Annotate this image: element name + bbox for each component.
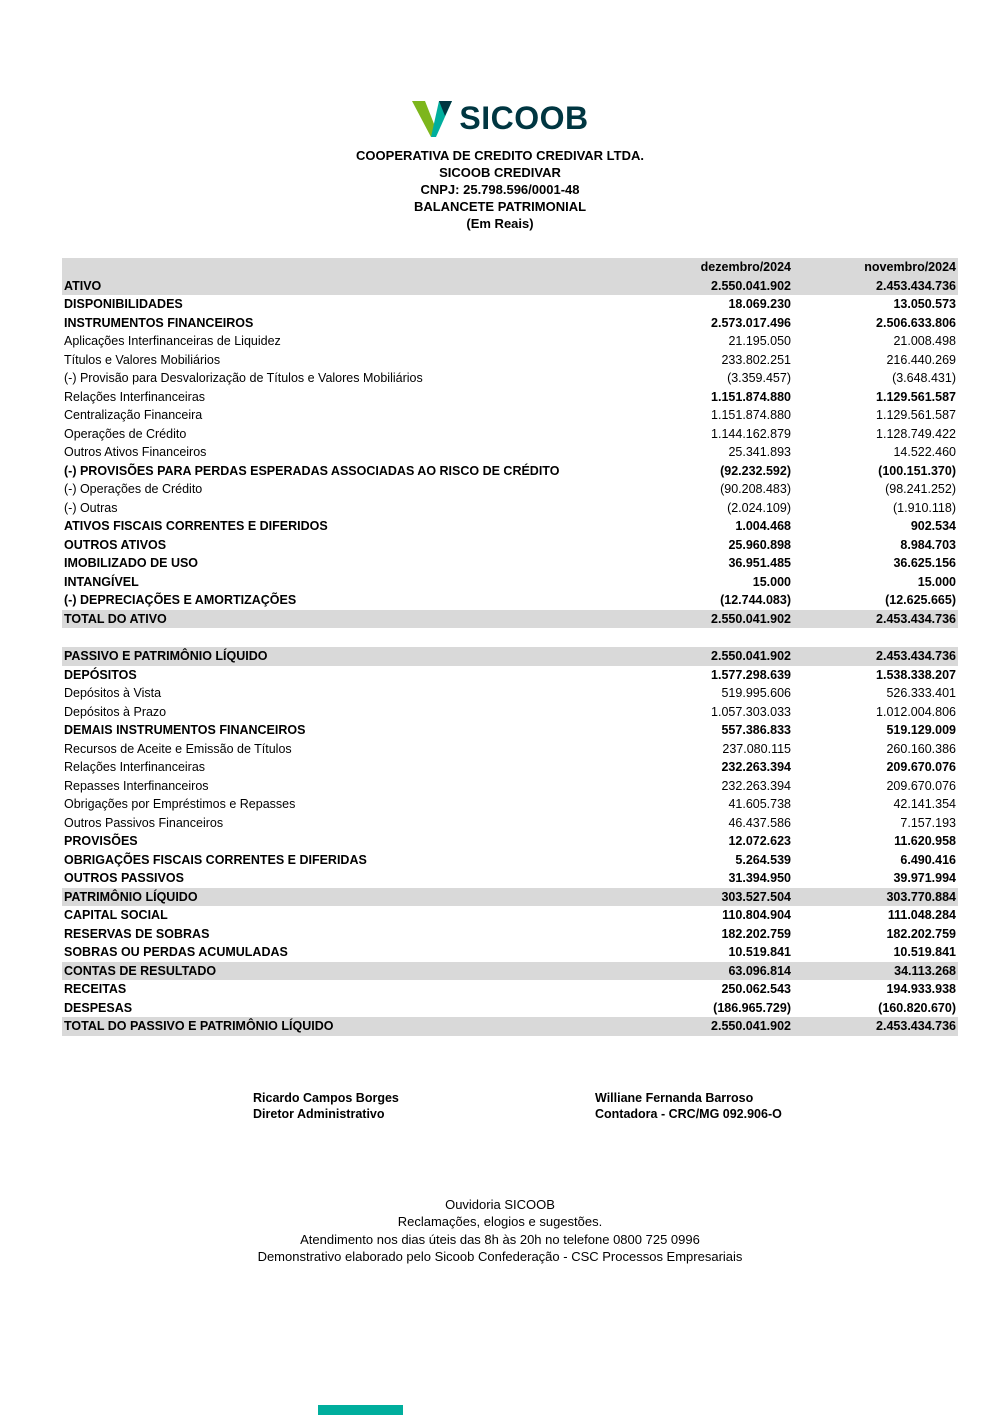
- value-dezembro: 2.550.041.902: [711, 278, 791, 293]
- value-dezembro: 303.527.504: [721, 889, 791, 904]
- table-row: [62, 888, 958, 907]
- signer-name: Williane Fernanda Barroso: [595, 1090, 754, 1105]
- value-dezembro: 10.519.841: [728, 945, 791, 959]
- row-label: Depósitos à Vista: [64, 686, 162, 700]
- value-dezembro: 557.386.833: [721, 723, 791, 737]
- table-row: [62, 425, 958, 444]
- table-row: [62, 1017, 958, 1036]
- column-header-empty: [62, 258, 628, 277]
- row-label: Recursos de Aceite e Emissão de Títulos: [64, 741, 292, 756]
- value-dezembro: 1.151.874.880: [711, 389, 791, 404]
- row-label: TOTAL DO PASSIVO E PATRIMÔNIO LÍQUIDO: [64, 1019, 334, 1033]
- value-dezembro: 21.195.050: [728, 334, 791, 348]
- sicoob-logo-icon: [411, 101, 453, 137]
- value-dezembro: (90.208.483): [720, 482, 791, 496]
- value-novembro: 21.008.498: [893, 334, 956, 348]
- value-dezembro: (12.744.083): [720, 593, 791, 607]
- row-label: CONTAS DE RESULTADO: [64, 963, 217, 978]
- table-row: [62, 777, 958, 796]
- row-label: DISPONIBILIDADES: [64, 297, 183, 311]
- row-label: (-) Provisão para Desvalorização de Títulos e Valores Mobiliários: [64, 371, 423, 385]
- table-row: [62, 869, 958, 888]
- row-label: TOTAL DO ATIVO: [64, 611, 167, 626]
- currency-note: (Em Reais): [466, 216, 534, 231]
- value-novembro: 8.984.703: [900, 537, 956, 552]
- signer-title: Diretor Administrativo: [253, 1106, 385, 1121]
- entity-name: SICOOB CREDIVAR: [439, 165, 561, 180]
- table-row: [62, 388, 958, 407]
- value-novembro: 209.670.076: [886, 760, 956, 774]
- value-dezembro: 25.341.893: [728, 445, 791, 459]
- value-dezembro: 110.804.904: [722, 908, 791, 922]
- table-row: [62, 832, 958, 851]
- table-row: [62, 517, 958, 536]
- value-dezembro: 2.550.041.902: [711, 611, 791, 626]
- row-label: Centralização Financeira: [64, 408, 203, 422]
- table-row: [62, 647, 958, 666]
- value-dezembro: 232.263.394: [721, 778, 791, 793]
- value-novembro: 6.490.416: [900, 852, 956, 867]
- spacer-row: [62, 628, 958, 647]
- row-label: PROVISÕES: [64, 834, 138, 848]
- value-novembro: 1.128.749.422: [876, 426, 956, 441]
- value-dezembro: 237.080.115: [722, 741, 791, 756]
- value-novembro: 36.625.156: [893, 556, 956, 570]
- value-dezembro: 250.062.543: [721, 982, 791, 996]
- value-dezembro: 31.394.950: [728, 871, 791, 885]
- signatures: [0, 1090, 1000, 1130]
- value-novembro: (100.151.370): [878, 463, 956, 478]
- value-novembro: 34.113.268: [894, 963, 956, 978]
- row-label: (-) Outras: [64, 500, 118, 515]
- row-label: Depósitos à Prazo: [64, 704, 167, 719]
- table-row: [62, 851, 958, 870]
- value-dezembro: 2.573.017.496: [711, 315, 791, 330]
- value-dezembro: 519.995.606: [721, 686, 791, 700]
- table-row: [62, 480, 958, 499]
- table-row: [62, 980, 958, 999]
- table-row: [62, 591, 958, 610]
- value-dezembro: 46.437.586: [728, 815, 791, 830]
- value-novembro: 216.440.269: [886, 352, 956, 367]
- value-dezembro: 15.000: [752, 574, 791, 589]
- table-row: [62, 925, 958, 944]
- row-label: Obrigações por Empréstimos e Repasses: [64, 797, 296, 811]
- document-header: [0, 147, 1000, 232]
- value-dezembro: 5.264.539: [735, 852, 791, 867]
- table-row: [62, 462, 958, 481]
- signer-name: Ricardo Campos Borges: [253, 1090, 399, 1105]
- column-header-dezembro: dezembro/2024: [700, 260, 791, 274]
- value-dezembro: (2.024.109): [727, 500, 791, 515]
- value-dezembro: 1.057.303.033: [711, 704, 791, 719]
- footer-line-atendimento: Atendimento nos dias úteis das 8h às 20h no telefone 0800 725 0996: [300, 1231, 700, 1247]
- table-row: [62, 369, 958, 388]
- value-novembro: 1.538.338.207: [876, 667, 956, 682]
- value-novembro: (3.648.431): [892, 371, 956, 385]
- value-dezembro: 18.069.230: [728, 297, 791, 311]
- company-name: COOPERATIVA DE CREDITO CREDIVAR LTDA.: [356, 148, 644, 163]
- value-novembro: 1.012.004.806: [876, 704, 956, 719]
- row-label: Relações Interfinanceiras: [64, 389, 206, 404]
- value-dezembro: (92.232.592): [720, 463, 791, 478]
- row-label: PASSIVO E PATRIMÔNIO LÍQUIDO: [64, 649, 268, 663]
- table-row: [62, 906, 958, 925]
- value-novembro: 1.129.561.587: [876, 408, 956, 422]
- value-dezembro: 2.550.041.902: [711, 649, 791, 663]
- value-novembro: 2.453.434.736: [876, 278, 956, 293]
- table-row: [62, 610, 958, 629]
- value-novembro: 7.157.193: [900, 815, 956, 830]
- row-label: DEMAIS INSTRUMENTOS FINANCEIROS: [64, 723, 306, 737]
- sicoob-logo-text: SICOOB: [459, 100, 589, 136]
- signature-right: [595, 1090, 782, 1122]
- footer-line-ouvidoria: Ouvidoria SICOOB: [445, 1196, 555, 1212]
- row-label: Operações de Crédito: [64, 426, 187, 441]
- value-dezembro: 1.151.874.880: [711, 408, 791, 422]
- bottom-bar: [318, 1405, 403, 1415]
- table-row: [62, 295, 958, 314]
- table-row: [62, 443, 958, 462]
- row-label: Aplicações Interfinanceiras de Liquidez: [64, 334, 281, 348]
- value-dezembro: 182.202.759: [721, 926, 791, 941]
- table-row: [62, 684, 958, 703]
- column-header-novembro: novembro/2024: [864, 260, 956, 274]
- value-novembro: 42.141.354: [893, 797, 956, 811]
- table-row: [62, 740, 958, 759]
- value-novembro: (98.241.252): [885, 482, 956, 496]
- row-label: Relações Interfinanceiras: [64, 760, 206, 774]
- row-label: INTANGÍVEL: [64, 574, 139, 589]
- row-label: CAPITAL SOCIAL: [64, 908, 168, 922]
- value-novembro: 209.670.076: [886, 778, 956, 793]
- value-dezembro: 1.577.298.639: [711, 667, 791, 682]
- value-dezembro: 2.550.041.902: [711, 1019, 791, 1033]
- row-label: ATIVOS FISCAIS CORRENTES E DIFERIDOS: [64, 519, 328, 533]
- value-novembro: (1.910.118): [892, 500, 956, 515]
- row-label: PATRIMÔNIO LÍQUIDO: [64, 889, 198, 904]
- value-novembro: 39.971.994: [893, 871, 956, 885]
- balance-table-body: [62, 277, 958, 1036]
- table-row: [62, 536, 958, 555]
- balance-table: [62, 258, 958, 1036]
- value-novembro: 526.333.401: [886, 686, 956, 700]
- row-label: RESERVAS DE SOBRAS: [64, 926, 210, 941]
- table-row: [62, 332, 958, 351]
- value-novembro: 15.000: [917, 574, 956, 589]
- table-row: [62, 573, 958, 592]
- row-label: RECEITAS: [64, 982, 127, 996]
- value-novembro: 11.620.958: [894, 834, 956, 848]
- table-row: [62, 814, 958, 833]
- row-label: Outros Passivos Financeiros: [64, 815, 224, 830]
- value-novembro: 14.522.460: [893, 445, 956, 459]
- table-row: [62, 999, 958, 1018]
- table-row: [62, 943, 958, 962]
- row-label: Títulos e Valores Mobiliários: [64, 352, 221, 367]
- row-label: Repasses Interfinanceiros: [64, 778, 209, 793]
- table-row: [62, 795, 958, 814]
- footer: [0, 1196, 1000, 1266]
- value-dezembro: 233.802.251: [721, 352, 791, 367]
- table-row: [62, 666, 958, 685]
- value-novembro: (160.820.670): [878, 1000, 956, 1015]
- value-dezembro: 25.960.898: [728, 537, 791, 552]
- value-novembro: 519.129.009: [886, 723, 956, 737]
- row-label: OUTROS ATIVOS: [64, 537, 167, 552]
- value-novembro: 902.534: [910, 519, 956, 533]
- row-label: INSTRUMENTOS FINANCEIROS: [64, 315, 254, 330]
- row-label: SOBRAS OU PERDAS ACUMULADAS: [64, 945, 288, 959]
- table-row: [62, 277, 958, 296]
- report-title: BALANCETE PATRIMONIAL: [413, 199, 587, 214]
- value-novembro: 2.453.434.736: [876, 611, 956, 626]
- table-row: [62, 703, 958, 722]
- value-novembro: 182.202.759: [886, 926, 956, 941]
- row-label: IMOBILIZADO DE USO: [64, 556, 199, 570]
- row-label: (-) DEPRECIAÇÕES E AMORTIZAÇÕES: [64, 593, 297, 607]
- value-novembro: 260.160.386: [886, 741, 956, 756]
- value-dezembro: 12.072.623: [728, 834, 791, 848]
- value-novembro: 111.048.284: [887, 908, 956, 922]
- value-dezembro: (186.965.729): [713, 1000, 791, 1015]
- table-row: [62, 554, 958, 573]
- table-header-row: [62, 258, 958, 277]
- value-novembro: 1.129.561.587: [876, 389, 956, 404]
- row-label: OBRIGAÇÕES FISCAIS CORRENTES E DIFERIDAS: [64, 852, 367, 867]
- table-row: [62, 314, 958, 333]
- row-label: DESPESAS: [64, 1000, 133, 1015]
- value-novembro: 13.050.573: [893, 297, 956, 311]
- row-label: ATIVO: [64, 278, 102, 293]
- table-row: [62, 721, 958, 740]
- value-dezembro: (3.359.457): [727, 371, 791, 385]
- value-novembro: 2.453.434.736: [876, 649, 956, 663]
- footer-line-reclamacoes: Reclamações, elogios e sugestões.: [397, 1214, 603, 1229]
- value-dezembro: 36.951.485: [728, 556, 791, 570]
- footer-line-demonstrativo: Demonstrativo elaborado pelo Sicoob Confederação - CSC Processos Empresariais: [257, 1249, 743, 1264]
- value-novembro: 10.519.841: [893, 945, 956, 959]
- value-dezembro: 63.096.814: [728, 963, 791, 978]
- table-row: [62, 962, 958, 981]
- signature-left: [253, 1090, 399, 1122]
- row-label: (-) PROVISÕES PARA PERDAS ESPERADAS ASSOCIADAS AO RISCO DE CRÉDITO: [64, 463, 560, 478]
- value-dezembro: 41.605.738: [728, 797, 791, 811]
- row-label: Outros Ativos Financeiros: [64, 445, 207, 459]
- table-row: [62, 351, 958, 370]
- value-dezembro: 232.263.394: [721, 760, 791, 774]
- value-novembro: (12.625.665): [885, 593, 956, 607]
- row-label: OUTROS PASSIVOS: [64, 871, 184, 885]
- cnpj: CNPJ: 25.798.596/0001-48: [420, 182, 580, 197]
- row-label: DEPÓSITOS: [64, 667, 137, 682]
- value-dezembro: 1.004.468: [735, 519, 791, 533]
- table-row: [62, 499, 958, 518]
- value-dezembro: 1.144.162.879: [711, 426, 791, 441]
- value-novembro: 303.770.884: [886, 889, 956, 904]
- value-novembro: 194.933.938: [886, 982, 956, 996]
- row-label: (-) Operações de Crédito: [64, 482, 203, 496]
- value-novembro: 2.506.633.806: [876, 315, 956, 330]
- signer-title: Contadora - CRC/MG 092.906-O: [595, 1106, 782, 1121]
- table-row: [62, 758, 958, 777]
- sicoob-logo: [0, 0, 1000, 137]
- table-row: [62, 406, 958, 425]
- value-novembro: 2.453.434.736: [876, 1019, 956, 1033]
